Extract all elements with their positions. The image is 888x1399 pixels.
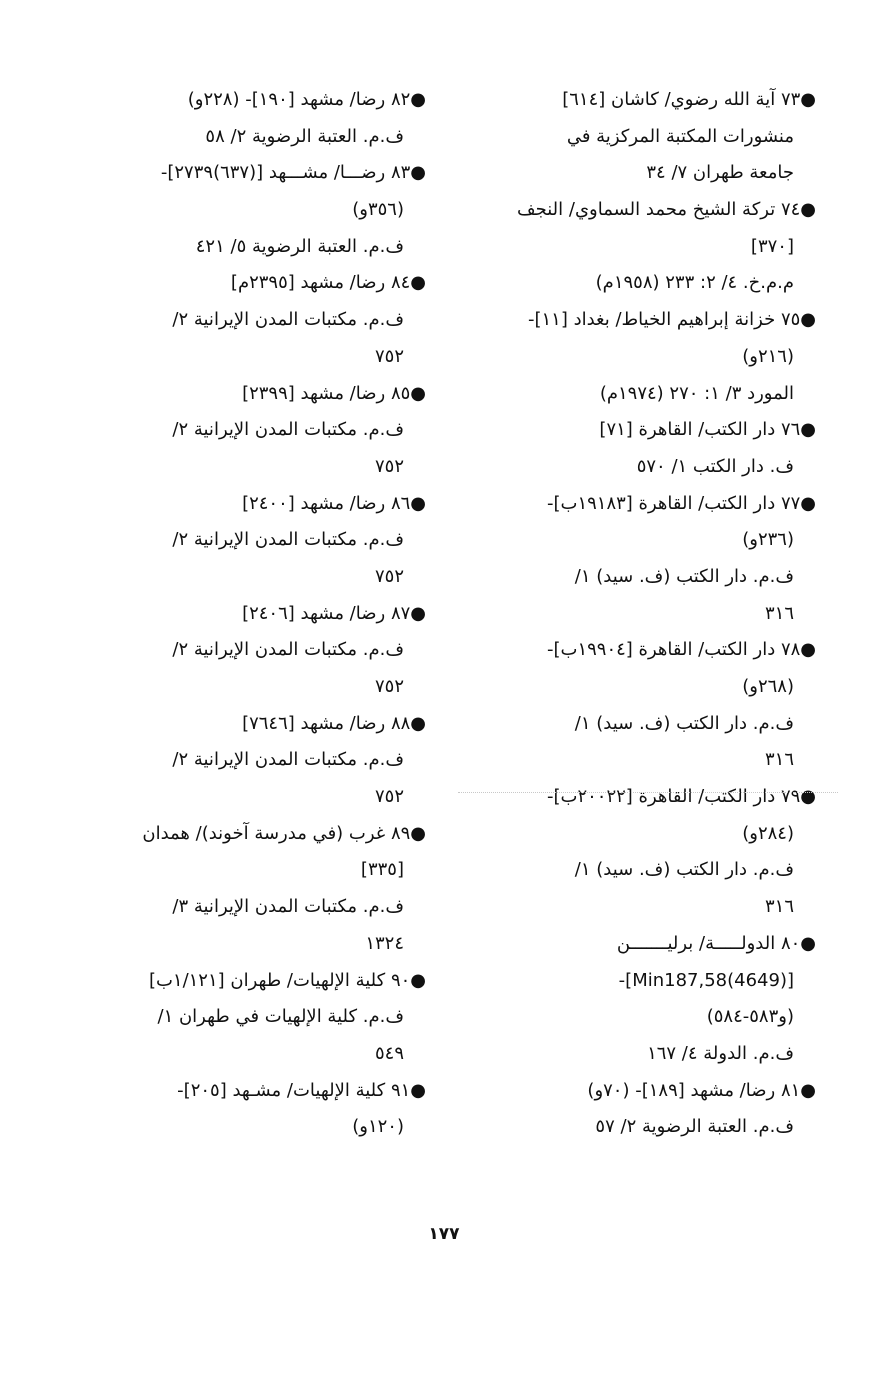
entry-detail-line: ف. دار الكتب ١/ ٥٧٠ (636, 455, 794, 477)
entry-detail-line: ٧٥٢ (374, 345, 404, 367)
entry-heading-line: ●٧٣ آية الله رضوي/ كاشان [٦١٤] (562, 89, 816, 110)
entry-detail-line: ٧٥٢ (374, 565, 404, 587)
entry-detail-line: (٣٥٦و) (352, 199, 404, 221)
entry-detail-line: ١٣٢٤ (365, 932, 404, 954)
entry-heading-line: ●٨٨ رضا/ مشهد [٧٦٤٦] (242, 712, 426, 734)
entry-detail-line: ف.م. دار الكتب (ف. سيد) ١/ (574, 565, 794, 587)
entry-heading-line: ●٧٩ دار الكتب/ القاهرة [٢٠٠٢٢ب]- (546, 786, 816, 808)
entry-detail-line: ف.م. العتبة الرضوية ٢/ ٥٧ (595, 1116, 794, 1138)
entry-detail-line: المورد ٣/ ١: ٢٧٠ (١٩٧٤م) (599, 382, 794, 404)
entry-heading-line: ●٨٢ رضا/ مشهد [١٩٠]- (٢٢٨و) (187, 89, 426, 110)
entry-detail-line: ف.م. دار الكتب (ف. سيد) ١/ (574, 859, 794, 881)
entry-detail-line: ٧٥٢ (374, 786, 404, 808)
entry-detail-line: ف.م. دار الكتب (ف. سيد) ١/ (574, 712, 794, 734)
entry-heading-line: ●٧٧ دار الكتب/ القاهرة [١٩١٨٣ب]- (546, 492, 816, 514)
entry-heading-line: ●٨٤ رضا/ مشهد [٢٣٩٥م] (230, 272, 426, 294)
entry-detail-line: ٣١٦ (764, 749, 794, 771)
entry-heading-line: ●٧٥ خزانة إبراهيم الخياط/ بغداد [١١]- (527, 309, 816, 331)
entry-heading-line: ●٨٣ رضـــا/ مشـــهد [(٦٣٧)٢٧٣٩]- (160, 162, 426, 184)
entry-detail-line: (٢٦٨و) (742, 676, 794, 697)
entry-detail-line: (١٢٠و) (352, 1116, 404, 1138)
entry-detail-line: (٢٣٦و) (742, 529, 794, 551)
entry-heading-line: ●٧٦ دار الكتب/ القاهرة [٧١] (599, 419, 816, 441)
entry-detail-line: ٧٥٢ (374, 676, 404, 697)
scan-artifact-line (458, 792, 838, 793)
entry-detail-line: [٣٣٥] (360, 859, 404, 881)
entry-detail-line: (و٥٨٣-٥٨٤) (706, 1006, 794, 1028)
entry-detail-line: ف.م. كلية الإلهيات في طهران ١/ (157, 1006, 404, 1028)
entry-detail-line: ف.م. مكتبات المدن الإيرانية ٣/ (172, 896, 404, 918)
entry-detail-line: ف.م. مكتبات المدن الإيرانية ٢/ (172, 309, 404, 331)
entry-detail-line: ٧٥٢ (374, 455, 404, 477)
entry-heading-line: ●٨٦ رضا/ مشهد [٢٤٠٠] (242, 492, 426, 514)
entry-heading-line: ●٧٤ تركة الشيخ محمد السماوي/ النجف (517, 199, 816, 221)
entry-detail-line: ف.م. مكتبات المدن الإيرانية ٢/ (172, 639, 404, 661)
entry-heading-line: ●٨٥ رضا/ مشهد [٢٣٩٩] (242, 382, 426, 404)
entry-detail-line: (٢٨٤و) (742, 822, 794, 844)
entry-detail-line: ف.م. العتبة الرضوية ٥/ ٤٢١ (195, 235, 404, 257)
entry-heading-line: ●٩١ كلية الإلهيات/ مشـهد [٢٠٥]- (177, 1079, 426, 1101)
entry-detail-line: ف.م. مكتبات المدن الإيرانية ٢/ (172, 419, 404, 441)
entry-heading-line: ●٨٩ غرب (في مدرسة آخوند)/ همدان (142, 822, 426, 844)
entry-detail-line: ٣١٦ (764, 602, 794, 624)
entry-heading-line: ●٨٧ رضا/ مشهد [٢٤٠٦] (242, 602, 426, 624)
right-column (471, 82, 816, 1146)
entry-detail-line: جامعة طهران ٧/ ٣٤ (646, 162, 794, 184)
entry-detail-line: [٣٧٠] (750, 235, 794, 257)
entry-detail-line: ف.م. مكتبات المدن الإيرانية ٢/ (172, 749, 404, 771)
entry-detail-line: ٣١٦ (764, 896, 794, 918)
entry-heading-line: ●٨١ رضا/ مشهد [١٨٩]- (٧٠و) (587, 1079, 816, 1101)
entry-heading-line: ●٧٨ دار الكتب/ القاهرة [١٩٩٠٤ب]- (546, 639, 816, 661)
entry-detail-line: [(4649)Min187,58]- (618, 969, 794, 991)
entry-detail-line: منشورات المكتبة المركزية في (566, 125, 794, 147)
entry-heading-line: ●٨٠ الدولـــــة/ برليـــــــن (616, 932, 816, 954)
entry-detail-line: ف.م. الدولة ٤/ ١٦٧ (647, 1042, 794, 1064)
left-column (96, 82, 426, 1146)
entry-detail-line: ف.م. العتبة الرضوية ٢/ ٥٨ (205, 125, 404, 147)
entry-detail-line: ف.م. مكتبات المدن الإيرانية ٢/ (172, 529, 404, 551)
page-number: ١٧٧ (428, 1224, 460, 1244)
entry-detail-line: ٥٤٩ (374, 1042, 404, 1064)
entry-heading-line: ●٩٠ كلية الإلهيات/ طهران [١/١٢١ب] (148, 969, 426, 991)
entry-detail-line: م.م.خ. ٤/ ٢: ٢٣٣ (١٩٥٨م) (595, 272, 794, 294)
entry-detail-line: (٢١٦و) (742, 345, 794, 367)
